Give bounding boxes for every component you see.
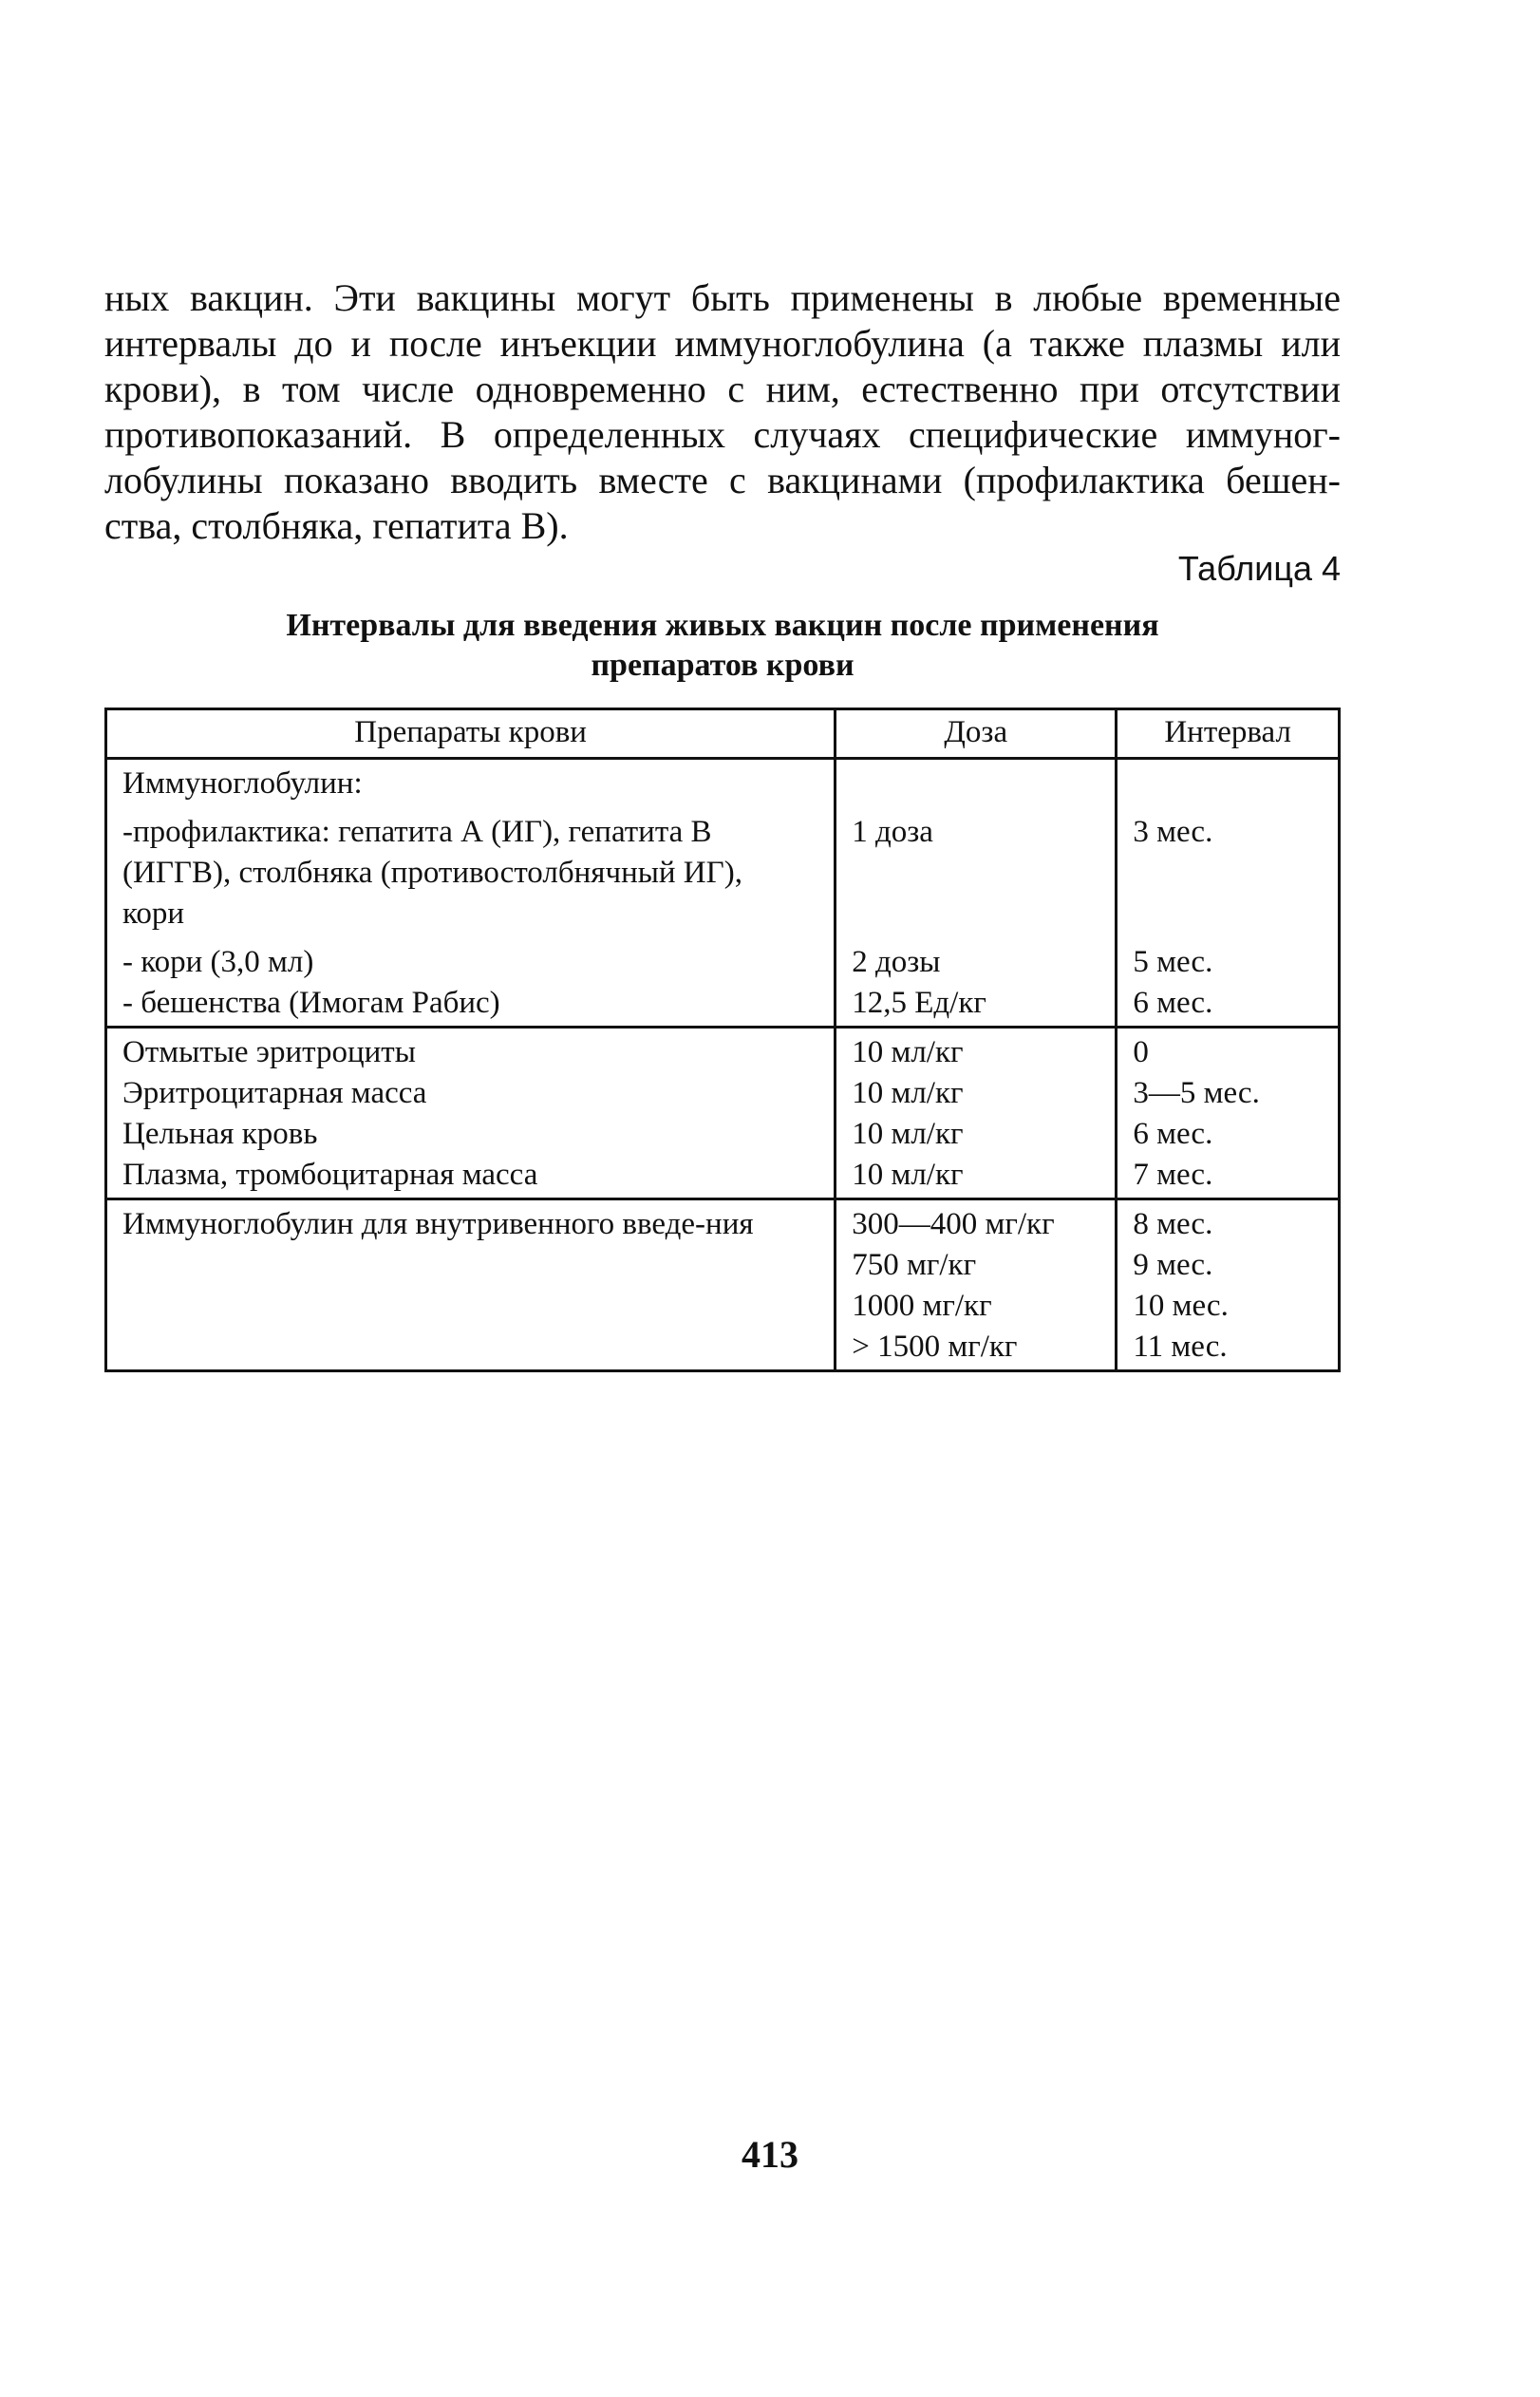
cell-preparation: Иммуноглобулин для внутривенного введе-ния — [106, 1199, 836, 1371]
cell-interval: 5 мес. — [1117, 934, 1340, 983]
table-row — [106, 804, 1340, 934]
cell-dose — [836, 759, 1117, 805]
cell-preparation: Цельная кровь — [106, 1114, 836, 1155]
cell-preparation: - кори (3,0 мл) — [106, 934, 836, 983]
table-header-row — [106, 709, 1340, 759]
cell-preparation: Эритроцитарная масса — [106, 1073, 836, 1114]
cell-preparation: Отмытые эритроциты — [106, 1028, 836, 1074]
intervals-table — [104, 708, 1341, 1372]
cell-dose: 1000 мг/кг — [836, 1286, 1117, 1327]
cell-dose: 10 мл/кг — [836, 1073, 1117, 1114]
cell-preparation: - бешенства (Имогам Рабис) — [106, 983, 836, 1028]
cell-dose: 10 мл/кг — [836, 1155, 1117, 1199]
cell-interval: 10 мес. — [1117, 1286, 1340, 1327]
header-preparation: Препараты крови — [106, 709, 836, 759]
cell-interval: 0 — [1117, 1028, 1340, 1074]
table-title-line: препаратов крови — [591, 648, 855, 683]
table-title — [104, 606, 1341, 686]
cell-interval: 11 мес. — [1117, 1327, 1340, 1371]
table-title-line: Интервалы для введения живых вакцин после применения — [286, 608, 1159, 643]
body-paragraph — [104, 275, 1341, 549]
header-dose: Доза — [836, 709, 1117, 759]
table-row — [106, 1155, 1340, 1199]
table-row — [106, 1073, 1340, 1114]
paragraph-line: противопоказаний. В определенных случаях специфические иммуног- — [104, 413, 1341, 456]
cell-preparation: -профилактика: гепатита А (ИГ), гепатита В (ИГГВ), столбняка (противостолбнячный ИГ), кори — [106, 804, 836, 934]
cell-interval: 3—5 мес. — [1117, 1073, 1340, 1114]
page-number: 413 — [742, 2133, 798, 2176]
table-group-ivig — [106, 1199, 1340, 1371]
table-label: Таблица 4 — [1177, 549, 1341, 588]
cell-interval: 9 мес. — [1117, 1245, 1340, 1286]
cell-interval — [1117, 759, 1340, 805]
cell-dose: 12,5 Ед/кг — [836, 983, 1117, 1028]
table-row — [106, 934, 1340, 983]
cell-dose: 10 мл/кг — [836, 1114, 1117, 1155]
paragraph-line: ства, столбняка, гепатита В). — [104, 504, 569, 547]
header-interval: Интервал — [1117, 709, 1340, 759]
cell-dose: 1 доза — [836, 804, 1117, 934]
cell-interval: 6 мес. — [1117, 983, 1340, 1028]
cell-preparation: Иммуноглобулин: — [106, 759, 836, 805]
table-row — [106, 983, 1340, 1028]
paragraph-line: лобулины показано вводить вместе с вакцинами (профилактика бешен- — [104, 459, 1341, 501]
paragraph-line: крови), в том числе одновременно с ним, естественно при отсутствии — [104, 368, 1341, 410]
table-group-immunoglobulin — [106, 759, 1340, 1028]
cell-dose: 750 мг/кг — [836, 1245, 1117, 1286]
table-group-blood-components — [106, 1028, 1340, 1199]
table-row — [106, 1114, 1340, 1155]
cell-interval: 7 мес. — [1117, 1155, 1340, 1199]
cell-dose: > 1500 мг/кг — [836, 1327, 1117, 1371]
cell-preparation: Плазма, тромбоцитарная масса — [106, 1155, 836, 1199]
paragraph-line: ных вакцин. Эти вакцины могут быть применены в любые временные — [104, 276, 1341, 319]
cell-interval: 8 мес. — [1117, 1199, 1340, 1246]
table-row — [106, 1199, 1340, 1246]
cell-dose: 10 мл/кг — [836, 1028, 1117, 1074]
paragraph-line: интервалы до и после инъекции иммуноглобулина (а также плазмы или — [104, 322, 1341, 365]
cell-interval: 6 мес. — [1117, 1114, 1340, 1155]
cell-interval: 3 мес. — [1117, 804, 1340, 934]
cell-dose: 300—400 мг/кг — [836, 1199, 1117, 1246]
table-row — [106, 1028, 1340, 1074]
cell-dose: 2 дозы — [836, 934, 1117, 983]
table-row — [106, 759, 1340, 805]
